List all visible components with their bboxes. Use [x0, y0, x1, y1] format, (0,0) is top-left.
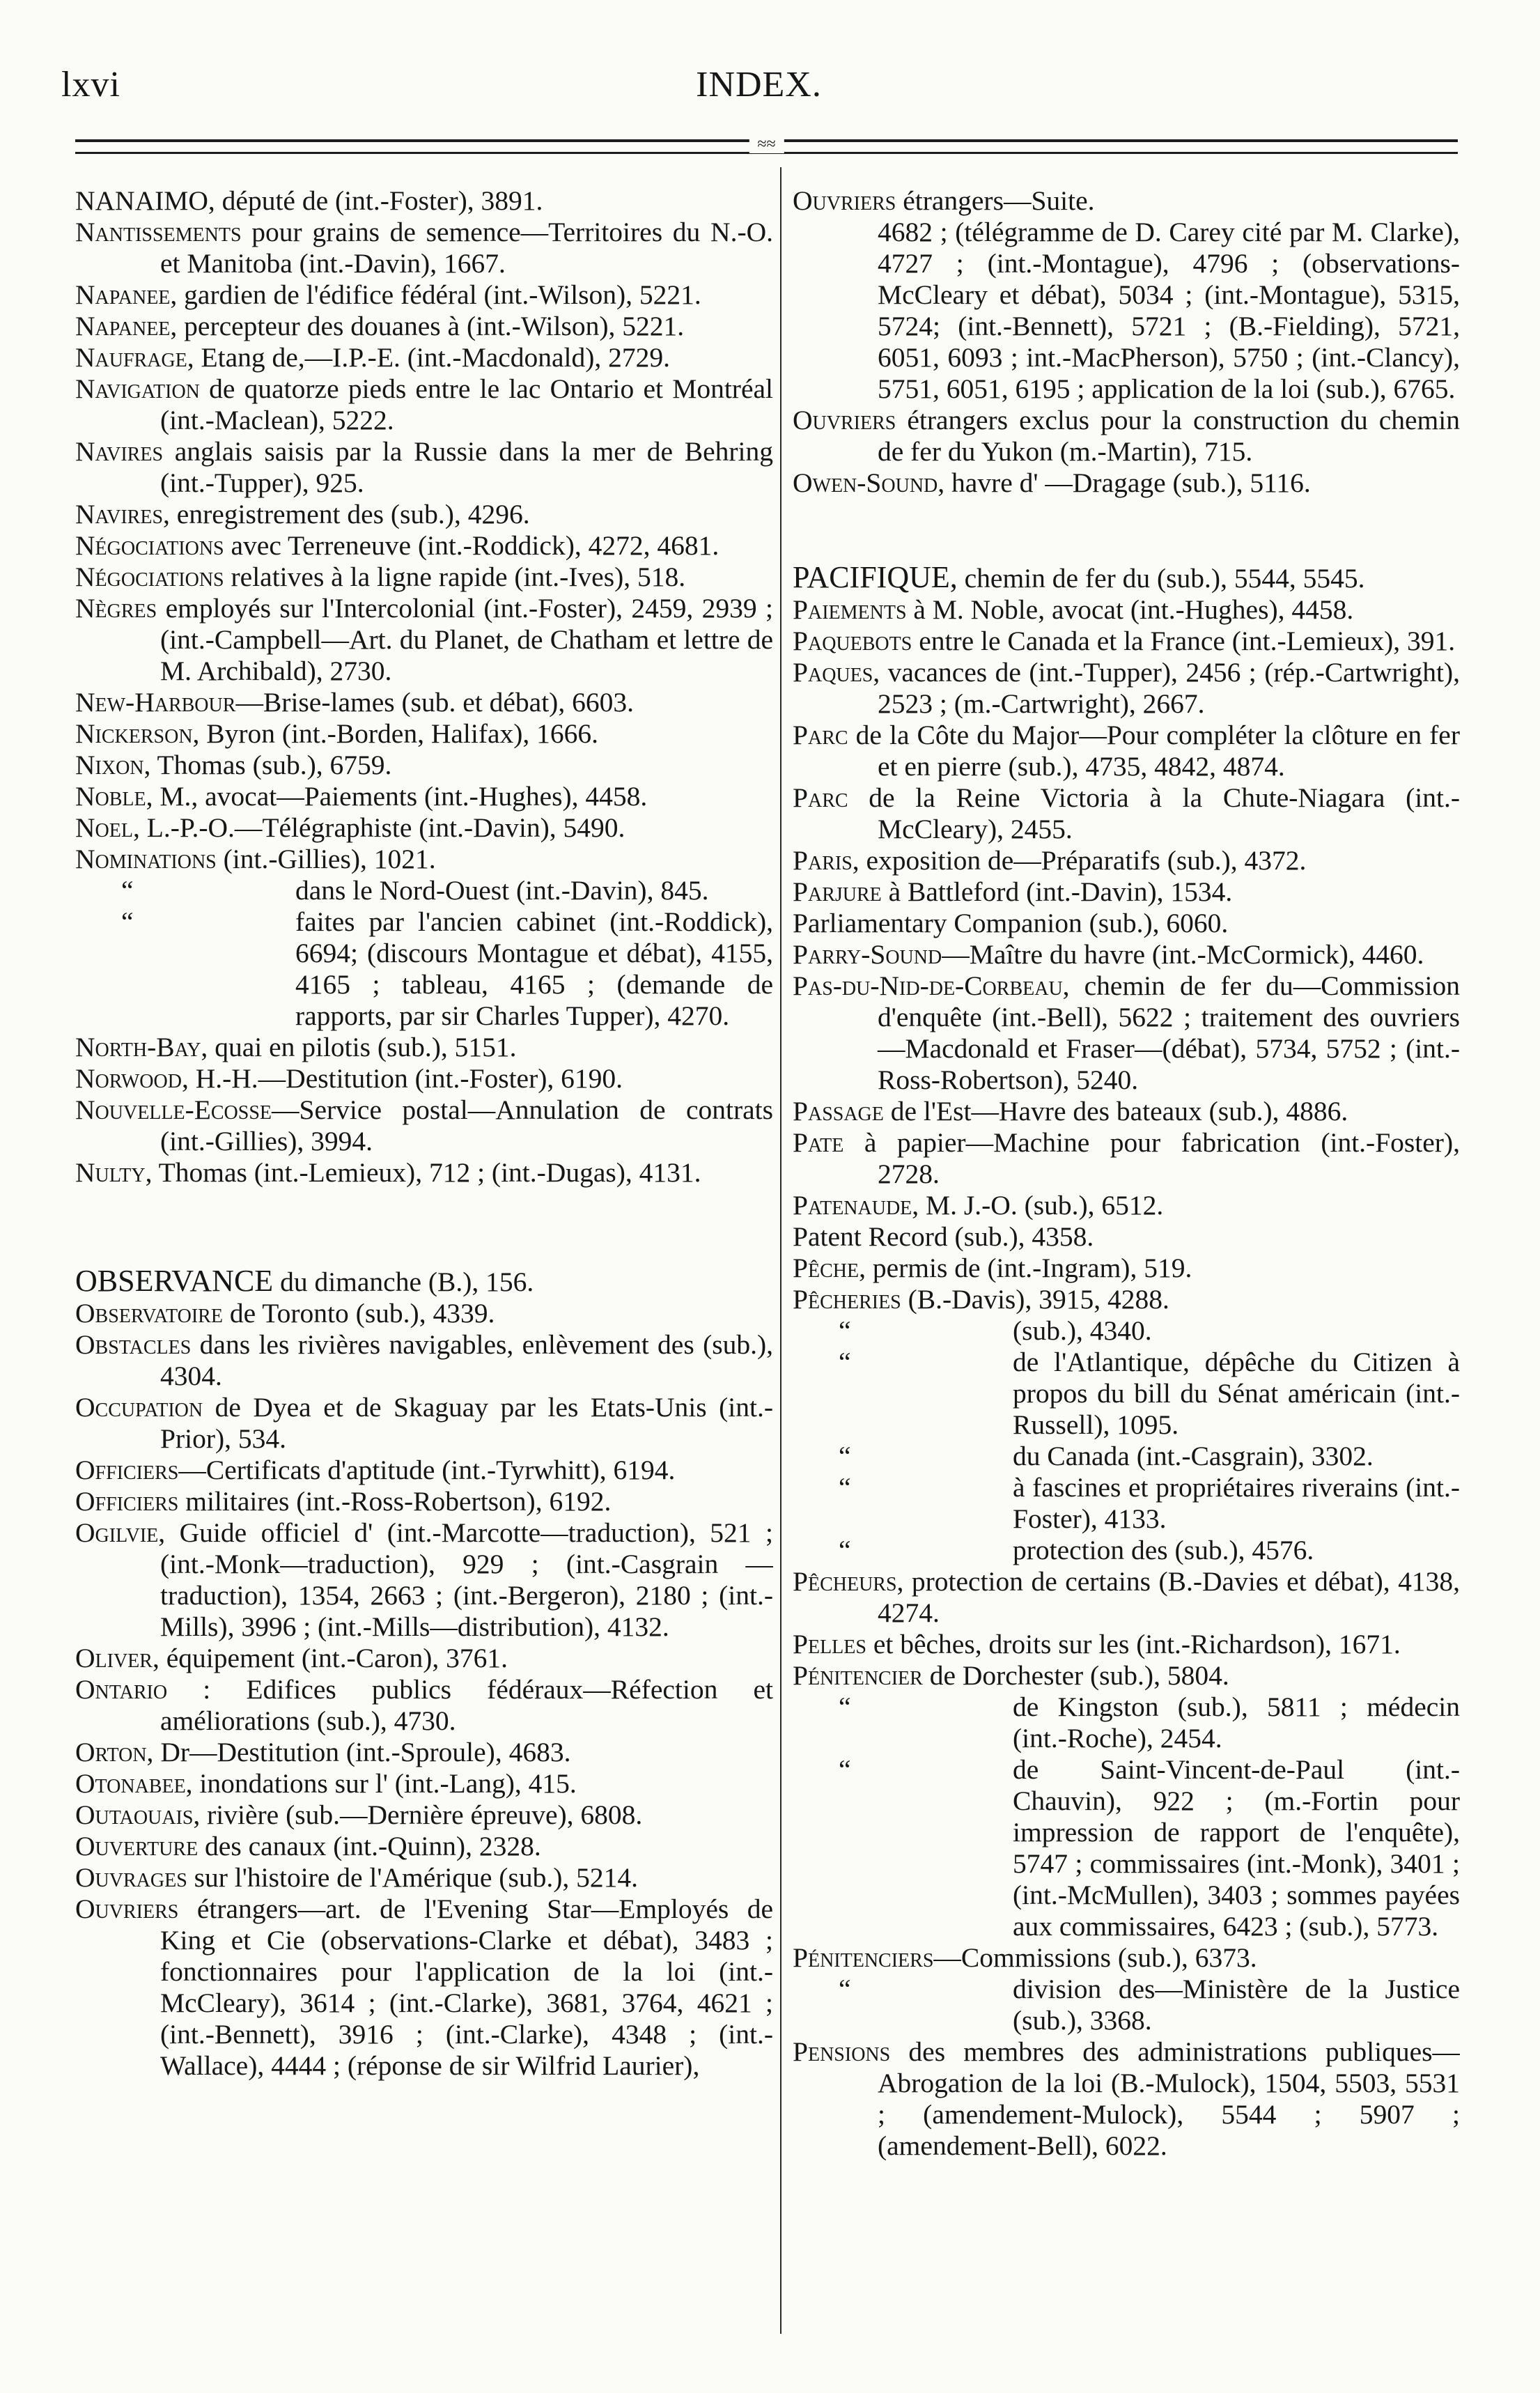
- index-entry: [75, 499, 773, 530]
- entry-headword: New-Harbour: [75, 687, 236, 718]
- index-entry: [75, 906, 773, 1032]
- entry-text: protection des (sub.), 4576.: [1013, 1535, 1314, 1565]
- index-entry: [793, 467, 1460, 499]
- index-entry: [793, 970, 1460, 1096]
- index-entry: [75, 1768, 773, 1799]
- entry-text: de quatorze pieds entre le lac Ontario et Montréal (int.-Maclean), 5222.: [160, 373, 773, 435]
- entry-text: de la Reine Victoria à la Chute-Niagara (int.-McCleary), 2455.: [848, 782, 1460, 844]
- entry-text: H.-H.—Destitution (int.-Foster), 6190.: [188, 1063, 623, 1094]
- entry-text: inondations sur l' (int.-Lang), 415.: [192, 1768, 577, 1799]
- entry-headword: Ouvrages: [75, 1862, 187, 1893]
- index-entry: [793, 562, 1460, 594]
- entry-headword: Négociations: [75, 562, 224, 592]
- entry-headword: Pêcheries: [793, 1284, 901, 1315]
- header-rule: [75, 135, 1458, 154]
- entry-text: M., avocat—Paiements (int.-Hughes), 4458.: [153, 781, 648, 812]
- entry-text: rivière (sub.—Dernière épreuve), 6808.: [200, 1799, 643, 1830]
- entry-headword: Patenaude,: [793, 1190, 919, 1221]
- entry-headword: Ouvriers: [75, 1894, 179, 1924]
- index-entry: [75, 1265, 773, 1298]
- ditto-mark: “: [839, 1315, 851, 1346]
- entry-headword: Nouvelle-Ecosse: [75, 1094, 272, 1125]
- index-entry: [75, 1157, 773, 1188]
- entry-headword: Pêcheurs,: [793, 1566, 904, 1597]
- entry-headword: Parry-Sound: [793, 939, 942, 970]
- index-entry: [75, 781, 773, 812]
- entry-text: faites par l'ancien cabinet (int.-Roddick), 6694; (discours Montague et débat), 4155, 4165 ; tableau, 4165 ; (demande de rapports, par sir Charles Tupper), 4270.: [295, 906, 773, 1031]
- entry-text: étrangers—art. de l'Evening Star—Employés de King et Cie (observations-Clarke et débat), 3483 ; fonctionnaires pour l'application de la loi (int.-McCleary), 3614 ; (int.-Clarke), 3681, 3764, 4621 ; (int.-Bennett), 3916 ; (int.-Clarke), 4348 ; (int.-Wallace), 4444 ; (réponse de sir Wilfrid Laurier),: [160, 1894, 773, 2081]
- entry-text: —Commissions (sub.), 6373.: [933, 1942, 1257, 1973]
- index-entry: [75, 1486, 773, 1517]
- index-entry: [793, 1535, 1460, 1566]
- entry-headword: Otonabee,: [75, 1768, 193, 1799]
- index-entry: [793, 185, 1460, 217]
- entry-headword: Passage: [793, 1096, 884, 1126]
- index-entry: [75, 718, 773, 750]
- index-entry: [75, 750, 773, 781]
- ditto-mark: “: [839, 1472, 851, 1503]
- ditto-mark: “: [121, 906, 134, 937]
- entry-text: —Service postal—Annulation de contrats (int.-Gillies), 3994.: [160, 1094, 773, 1156]
- entry-text: sur l'histoire de l'Amérique (sub.), 5214.: [187, 1862, 638, 1893]
- entry-text: du dimanche (B.), 156.: [273, 1267, 534, 1297]
- entry-headword: Observatoire: [75, 1298, 223, 1329]
- index-entry: [75, 1643, 773, 1674]
- index-entry: [75, 812, 773, 844]
- index-entry: [75, 844, 773, 875]
- entry-text: M. J.-O. (sub.), 6512.: [919, 1190, 1164, 1221]
- entry-headword: Noble,: [75, 781, 153, 812]
- index-entry: [793, 782, 1460, 845]
- index-entry: [793, 939, 1460, 970]
- entry-text: anglais saisis par la Russie dans la mer de Behring (int.-Tupper), 925.: [160, 436, 773, 498]
- ditto-mark: “: [839, 1974, 851, 2004]
- entry-headword: Pénitencier: [793, 1660, 923, 1691]
- index-entry: [75, 279, 773, 311]
- entry-text: : Edifices publics fédéraux—Réfection et améliorations (sub.), 4730.: [160, 1674, 773, 1736]
- entry-headword: Pêche,: [793, 1253, 866, 1283]
- entry-text: —Certificats d'aptitude (int.-Tyrwhitt), 6194.: [178, 1455, 676, 1485]
- index-entry: [75, 1094, 773, 1157]
- entry-text: employés sur l'Intercolonial (int.-Foster), 2459, 2939 ; (int.-Campbell—Art. du Planet, de Chatham et lettre de M. Archibald), 2730.: [157, 593, 773, 686]
- entry-headword: Pelles: [793, 1629, 866, 1659]
- index-entry: [75, 687, 773, 718]
- index-entry: [75, 311, 773, 342]
- entry-headword: Obstacles: [75, 1329, 192, 1360]
- entry-text: (int.-Gillies), 1021.: [216, 844, 436, 874]
- entry-headword: Ouvriers: [793, 185, 896, 216]
- entry-headword: Parc: [793, 782, 848, 813]
- column-divider: [780, 167, 781, 2334]
- index-entry: [75, 1063, 773, 1094]
- entry-headword: Ouvriers: [793, 405, 896, 435]
- entry-text: du Canada (int.-Casgrain), 3302.: [1013, 1441, 1374, 1471]
- index-entry: [793, 1347, 1460, 1441]
- entry-headword: PACIFIQUE,: [793, 560, 958, 594]
- entry-text: avec Terreneuve (int.-Roddick), 4272, 4681.: [224, 530, 720, 561]
- entry-headword: Napanee,: [75, 279, 178, 310]
- entry-headword: Navigation: [75, 373, 200, 404]
- entry-text: militaires (int.-Ross-Robertson), 6192.: [178, 1486, 612, 1517]
- entry-headword: Négociations: [75, 530, 224, 561]
- index-entry: [75, 1455, 773, 1486]
- entry-headword: Nulty,: [75, 1157, 153, 1188]
- entry-text: gardien de l'édifice fédéral (int.-Wilson), 5221.: [177, 279, 701, 310]
- section-gap: [75, 1188, 773, 1265]
- ditto-mark: “: [839, 1691, 851, 1722]
- entry-text: enregistrement des (sub.), 4296.: [169, 499, 530, 529]
- index-entry: [75, 217, 773, 279]
- entry-headword: North-Bay,: [75, 1032, 208, 1062]
- entry-headword: Paques,: [793, 657, 880, 688]
- entry-text: permis de (int.-Ingram), 519.: [865, 1253, 1192, 1283]
- entry-text: chemin de fer du—Commission d'enquête (int.-Bell), 5622 ; traitement des ouvriers—Macdonald et Fraser—(débat), 5734, 5752 ; (int.-Ross-Robertson), 5240.: [878, 970, 1460, 1095]
- index-entry: [793, 405, 1460, 467]
- section-gap: [793, 499, 1460, 562]
- entry-headword: Pas-du-Nid-de-Corbeau,: [793, 970, 1070, 1001]
- index-entry: [75, 1517, 773, 1643]
- ditto-mark: “: [839, 1754, 851, 1785]
- page-title: INDEX.: [696, 65, 822, 104]
- index-entry: [793, 1127, 1460, 1190]
- entry-headword: Parc: [793, 720, 848, 750]
- entry-text: équipement (int.-Caron), 3761.: [159, 1643, 508, 1673]
- entry-text: protection de certains (B.-Davies et débat), 4138, 4274.: [878, 1566, 1460, 1628]
- index-entry: [75, 436, 773, 499]
- index-entry: [793, 908, 1460, 939]
- entry-text: Dr—Destitution (int.-Sproule), 4683.: [153, 1737, 571, 1767]
- entry-headword: Officiers: [75, 1486, 179, 1517]
- index-entry: [793, 626, 1460, 657]
- index-entry: [793, 1190, 1460, 1221]
- rule-ornament: ≈≈: [749, 135, 784, 153]
- index-entry: [793, 594, 1460, 626]
- index-entry: [793, 217, 1460, 405]
- entry-text: de la Côte du Major—Pour compléter la clôture en fer et en pierre (sub.), 4735, 4842, 4874.: [848, 720, 1460, 782]
- index-entry: [793, 1472, 1460, 1535]
- index-entry: [75, 562, 773, 593]
- entry-text: député de (int.-Foster), 3891.: [215, 185, 543, 216]
- entry-text: dans le Nord-Ouest (int.-Davin), 845.: [295, 875, 709, 906]
- index-entry: [75, 530, 773, 562]
- entry-headword: Navires,: [75, 499, 170, 529]
- entry-text: (B.-Davis), 3915, 4288.: [901, 1284, 1169, 1315]
- index-entry: [75, 593, 773, 687]
- page-number: lxvi: [61, 65, 120, 104]
- entry-text: —Brise-lames (sub. et débat), 6603.: [235, 687, 634, 718]
- entry-text: entre le Canada et la France (int.-Lemieux), 391.: [912, 626, 1456, 656]
- entry-text: division des—Ministère de la Justice (sub.), 3368.: [1013, 1974, 1460, 2036]
- index-entry: [75, 1799, 773, 1831]
- index-entry: [75, 1392, 773, 1455]
- index-entry: [793, 1974, 1460, 2036]
- index-entry: [793, 657, 1460, 720]
- entry-headword: Pate: [793, 1127, 844, 1158]
- entry-text: percepteur des douanes à (int.-Wilson), 5221.: [177, 311, 685, 341]
- entry-headword: Norwood,: [75, 1063, 189, 1094]
- entry-text: à M. Noble, avocat (int.-Hughes), 4458.: [906, 594, 1354, 625]
- entry-headword: Officiers: [75, 1455, 179, 1485]
- entry-text: de Saint-Vincent-de-Paul (int.-Chauvin), 922 ; (m.-Fortin pour impression de rapport de l'enquête), 5747 ; commissaires (int.-Monk), 3401 ; (int.-McMullen), 3403 ; sommes payées aux commissaires, 6423 ; (sub.), 5773.: [1013, 1754, 1460, 1942]
- entry-headword: Napanee,: [75, 311, 178, 341]
- entry-headword: Orton,: [75, 1737, 154, 1767]
- entry-text: de Dyea et de Skaguay par les Etats-Unis (int.-Prior), 534.: [160, 1392, 773, 1454]
- entry-text: havre d' —Dragage (sub.), 5116.: [944, 467, 1311, 498]
- ditto-mark: “: [839, 1441, 851, 1471]
- entry-headword: Nominations: [75, 844, 217, 874]
- entry-headword: Occupation: [75, 1392, 203, 1423]
- entry-text: Byron (int.-Borden, Halifax), 1666.: [199, 718, 599, 749]
- entry-text: Thomas (sub.), 6759.: [150, 750, 392, 780]
- index-entry: [793, 1096, 1460, 1127]
- ditto-mark: “: [121, 875, 134, 906]
- index-entry: [75, 875, 773, 906]
- entry-headword: Oliver,: [75, 1643, 160, 1673]
- entry-text: exposition de—Préparatifs (sub.), 4372.: [859, 845, 1307, 876]
- entry-text: quai en pilotis (sub.), 5151.: [208, 1032, 517, 1062]
- entry-headword: NANAIMO,: [75, 185, 215, 216]
- entry-text: de l'Atlantique, dépêche du Citizen à propos du bill du Sénat américain (int.-Russell), 1095.: [1013, 1347, 1460, 1440]
- entry-text: chemin de fer du (sub.), 5544, 5545.: [957, 563, 1365, 594]
- index-entry: [793, 1441, 1460, 1472]
- entry-text: (sub.), 4340.: [1013, 1315, 1152, 1346]
- index-entry: [793, 1315, 1460, 1347]
- index-entry: [75, 1894, 773, 2082]
- right-column: [793, 185, 1460, 2352]
- entry-text: et bêches, droits sur les (int.-Richardson), 1671.: [866, 1629, 1401, 1659]
- index-entry: [793, 1566, 1460, 1629]
- entry-headword: Paiements: [793, 594, 907, 625]
- entry-headword: Nègres: [75, 593, 157, 624]
- entry-headword: Ogilvie,: [75, 1517, 166, 1548]
- entry-headword: OBSERVANCE: [75, 1264, 274, 1298]
- index-entry: [793, 1691, 1460, 1754]
- entry-headword: Owen-Sound,: [793, 467, 945, 498]
- entry-text: à papier—Machine pour fabrication (int.-Foster), 2728.: [843, 1127, 1460, 1189]
- entry-text: 4682 ; (télégramme de D. Carey cité par M. Clarke), 4727 ; (int.-Montague), 4796 ; (observations-McCleary et débat), 5034 ; (int.-Montague), 5315, 5724; (int.-Bennett), 5721 ; (B.-Fielding), 5721, 6051, 6093 ; int.-MacPherson), 5750 ; (int.-Clancy), 5751, 6051, 6195 ; application de la loi (sub.), 6765.: [878, 217, 1460, 404]
- entry-text: Thomas (int.-Lemieux), 712 ; (int.-Dugas), 4131.: [152, 1157, 701, 1188]
- ditto-mark: “: [839, 1535, 851, 1565]
- index-entry: [75, 185, 773, 217]
- index-entry: [793, 1284, 1460, 1315]
- index-entry: [793, 1221, 1460, 1253]
- entry-headword: Paquebots: [793, 626, 912, 656]
- entry-text: de Toronto (sub.), 4339.: [222, 1298, 495, 1329]
- entry-headword: Pensions: [793, 2036, 891, 2067]
- left-column: [75, 185, 773, 2352]
- entry-text: pour grains de semence—Territoires du N.-O. et Manitoba (int.-Davin), 1667.: [160, 217, 773, 279]
- entry-text: de Kingston (sub.), 5811 ; médecin (int.-Roche), 2454.: [1013, 1691, 1460, 1753]
- index-entry: [75, 342, 773, 373]
- entry-headword: Outaouais,: [75, 1799, 201, 1830]
- entry-text: de l'Est—Havre des bateaux (sub.), 4886.: [883, 1096, 1348, 1126]
- entry-headword: Nantissements: [75, 217, 242, 247]
- entry-headword: Naufrage,: [75, 342, 194, 373]
- entry-text: à Battleford (int.-Davin), 1534.: [881, 876, 1233, 907]
- entry-headword: Ontario: [75, 1674, 168, 1705]
- index-entry: [75, 1737, 773, 1768]
- running-head: [61, 64, 1456, 120]
- index-entry: [793, 1754, 1460, 1942]
- index-entry: [793, 1629, 1460, 1660]
- index-entry: [75, 373, 773, 436]
- index-entry: [75, 1329, 773, 1392]
- entry-text: à fascines et propriétaires riverains (int.-Foster), 4133.: [1013, 1472, 1460, 1534]
- entry-text: Guide officiel d' (int.-Marcotte—traduction), 521 ; (int.-Monk—traduction), 929 ; (int.-Casgrain — traduction), 1354, 2663 ; (int.-Bergeron), 2180 ; (int.-Mills), 3996 ; (int.-Mills—distribution), 4132.: [160, 1517, 773, 1642]
- index-entry: [75, 1032, 773, 1063]
- entry-text: de Dorchester (sub.), 5804.: [922, 1660, 1229, 1691]
- entry-headword: Paris,: [793, 845, 860, 876]
- entry-headword: Noel,: [75, 812, 140, 843]
- index-entry: [793, 720, 1460, 782]
- entry-text: dans les rivières navigables, enlèvement des (sub.), 4304.: [160, 1329, 773, 1391]
- entry-text: étrangers—Suite.: [896, 185, 1095, 216]
- index-entry: [75, 1298, 773, 1329]
- index-entry: [793, 1253, 1460, 1284]
- index-entry: [793, 876, 1460, 908]
- entry-text: relatives à la ligne rapide (int.-Ives), 518.: [224, 562, 686, 592]
- entry-text: vacances de (int.-Tupper), 2456 ; (rép.-Cartwright), 2523 ; (m.-Cartwright), 2667.: [878, 657, 1460, 719]
- entry-text: Parliamentary Companion (sub.), 6060.: [793, 908, 1229, 938]
- index-entry: [75, 1831, 773, 1862]
- entry-text: —Maître du havre (int.-McCormick), 4460.: [942, 939, 1424, 970]
- index-entry: [793, 845, 1460, 876]
- index-entry: [793, 2036, 1460, 2162]
- entry-headword: Ouverture: [75, 1831, 199, 1861]
- entry-text: étrangers exclus pour la construction du chemin de fer du Yukon (m.-Martin), 715.: [878, 405, 1460, 467]
- index-entry: [75, 1862, 773, 1894]
- entry-headword: Nixon,: [75, 750, 151, 780]
- entry-text: des membres des administrations publiques—Abrogation de la loi (B.-Mulock), 1504, 5503, 5531 ; (amendement-Mulock), 5544 ; 5907 ; (amendement-Bell), 6022.: [878, 2036, 1460, 2161]
- entry-text: Patent Record (sub.), 4358.: [793, 1221, 1094, 1252]
- entry-text: L.-P.-O.—Télégraphiste (int.-Davin), 5490.: [139, 812, 625, 843]
- entry-headword: Pénitenciers: [793, 1942, 934, 1973]
- ditto-mark: “: [839, 1347, 851, 1377]
- entry-text: Etang de,—I.P.-E. (int.-Macdonald), 2729.: [194, 342, 671, 373]
- entry-text: des canaux (int.-Quinn), 2328.: [198, 1831, 541, 1861]
- index-entry: [793, 1660, 1460, 1691]
- entry-headword: Navires: [75, 436, 164, 467]
- index-entry: [75, 1674, 773, 1737]
- entry-headword: Nickerson,: [75, 718, 200, 749]
- entry-headword: Parjure: [793, 876, 882, 907]
- index-entry: [793, 1942, 1460, 1974]
